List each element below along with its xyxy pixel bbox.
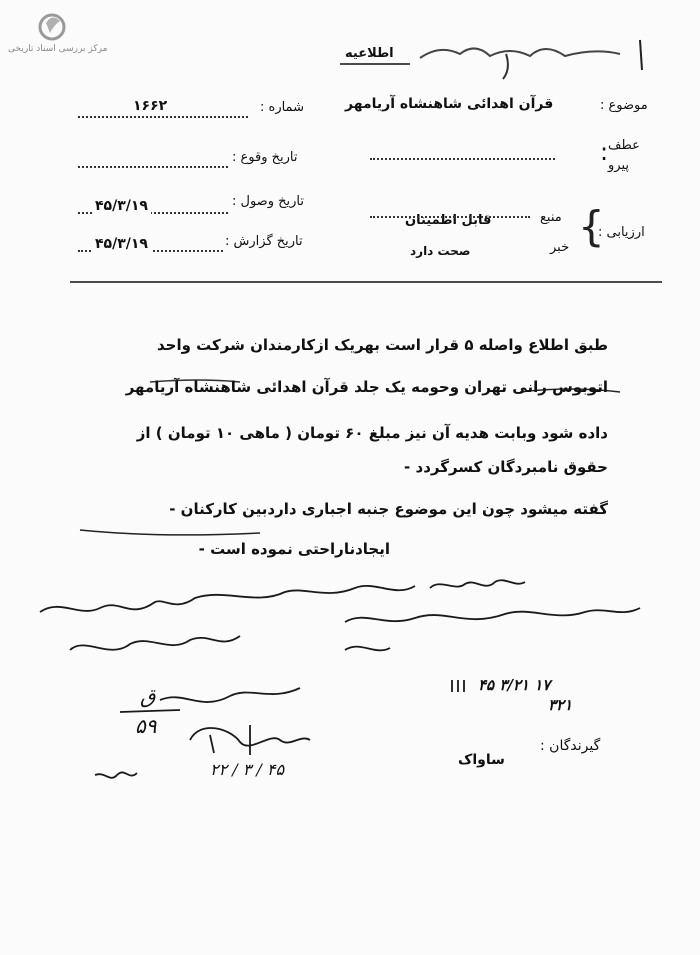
recipients-value: ساواک bbox=[458, 752, 505, 768]
number-label: شماره : bbox=[260, 100, 304, 115]
news-label: خبر bbox=[550, 240, 570, 255]
ref-dotted-line bbox=[370, 158, 555, 160]
body-line-6: ایجادناراحتی نموده است - bbox=[198, 540, 390, 558]
receipt-date-label: تاریخ وصول : bbox=[232, 194, 304, 209]
report-date-label: تاریخ گزارش : bbox=[225, 234, 303, 249]
body-line-3: داده شود وبابت هدیه آن نیز مبلغ ۶۰ تومان ( ماهی ۱۰ تومان ) از bbox=[136, 424, 608, 442]
subject-value: قرآن اهدائی شاهنشاه آریامهر bbox=[345, 96, 554, 112]
handwritten-numbers-row: ۴۵ ۳/۲۱ ۱۷ bbox=[478, 676, 551, 694]
body-line-2: اتوبوس رانی تهران وحومه یک جلد قرآن اهدائی شاهنشاه آریامهر bbox=[125, 378, 608, 396]
handwritten-fraction-bottom: ۵۹ bbox=[135, 714, 157, 738]
archive-logo bbox=[40, 15, 64, 39]
source-dotted-line bbox=[370, 216, 530, 218]
source-label: منبع bbox=[540, 210, 562, 225]
handwritten-fraction-top: ق bbox=[140, 684, 156, 708]
recipients-label: گیرندگان : bbox=[540, 738, 601, 754]
source-value: قابل اطمینان bbox=[405, 213, 492, 228]
ref-label: عطف bbox=[608, 138, 640, 153]
number-dotted-line bbox=[78, 116, 248, 118]
body-line-5: گفته میشود چون این موضوع جنبه اجباری داردبین کارکنان - bbox=[169, 500, 608, 518]
doc-type-label: اطلاعیه bbox=[345, 46, 394, 61]
body-line-4: حقوق نامبردگان کسرگردد - bbox=[404, 458, 608, 476]
watermark-text: مرکز بررسی اسناد تاریخی bbox=[8, 44, 108, 54]
evaluation-brace: { bbox=[578, 202, 605, 251]
evaluation-label: ارزیابی : bbox=[598, 225, 645, 240]
report-date-value: ۴۵/۳/۱۹ bbox=[92, 236, 151, 252]
ref-bracket: : bbox=[600, 138, 609, 166]
header-scribble bbox=[420, 48, 620, 58]
number-value: ۱۶۶۲ bbox=[130, 98, 170, 114]
subject-label: موضوع : bbox=[600, 98, 648, 113]
news-value: صحت دارد bbox=[410, 244, 471, 258]
occurrence-date-dotted-line bbox=[78, 166, 228, 168]
follow-label: پیرو bbox=[608, 158, 629, 173]
handwritten-number-below: ۳۲۱ bbox=[548, 696, 573, 714]
body-line-1: طبق اطلاع واصله ۵ قرار است بهریک ازکارمندان شرکت واحد bbox=[157, 336, 608, 354]
handwritten-date-left: ۲۲ / ۳ / ۴۵ bbox=[210, 760, 285, 779]
receipt-date-value: ۴۵/۳/۱۹ bbox=[92, 198, 151, 214]
occurrence-date-label: تاریخ وقوع : bbox=[232, 150, 298, 165]
